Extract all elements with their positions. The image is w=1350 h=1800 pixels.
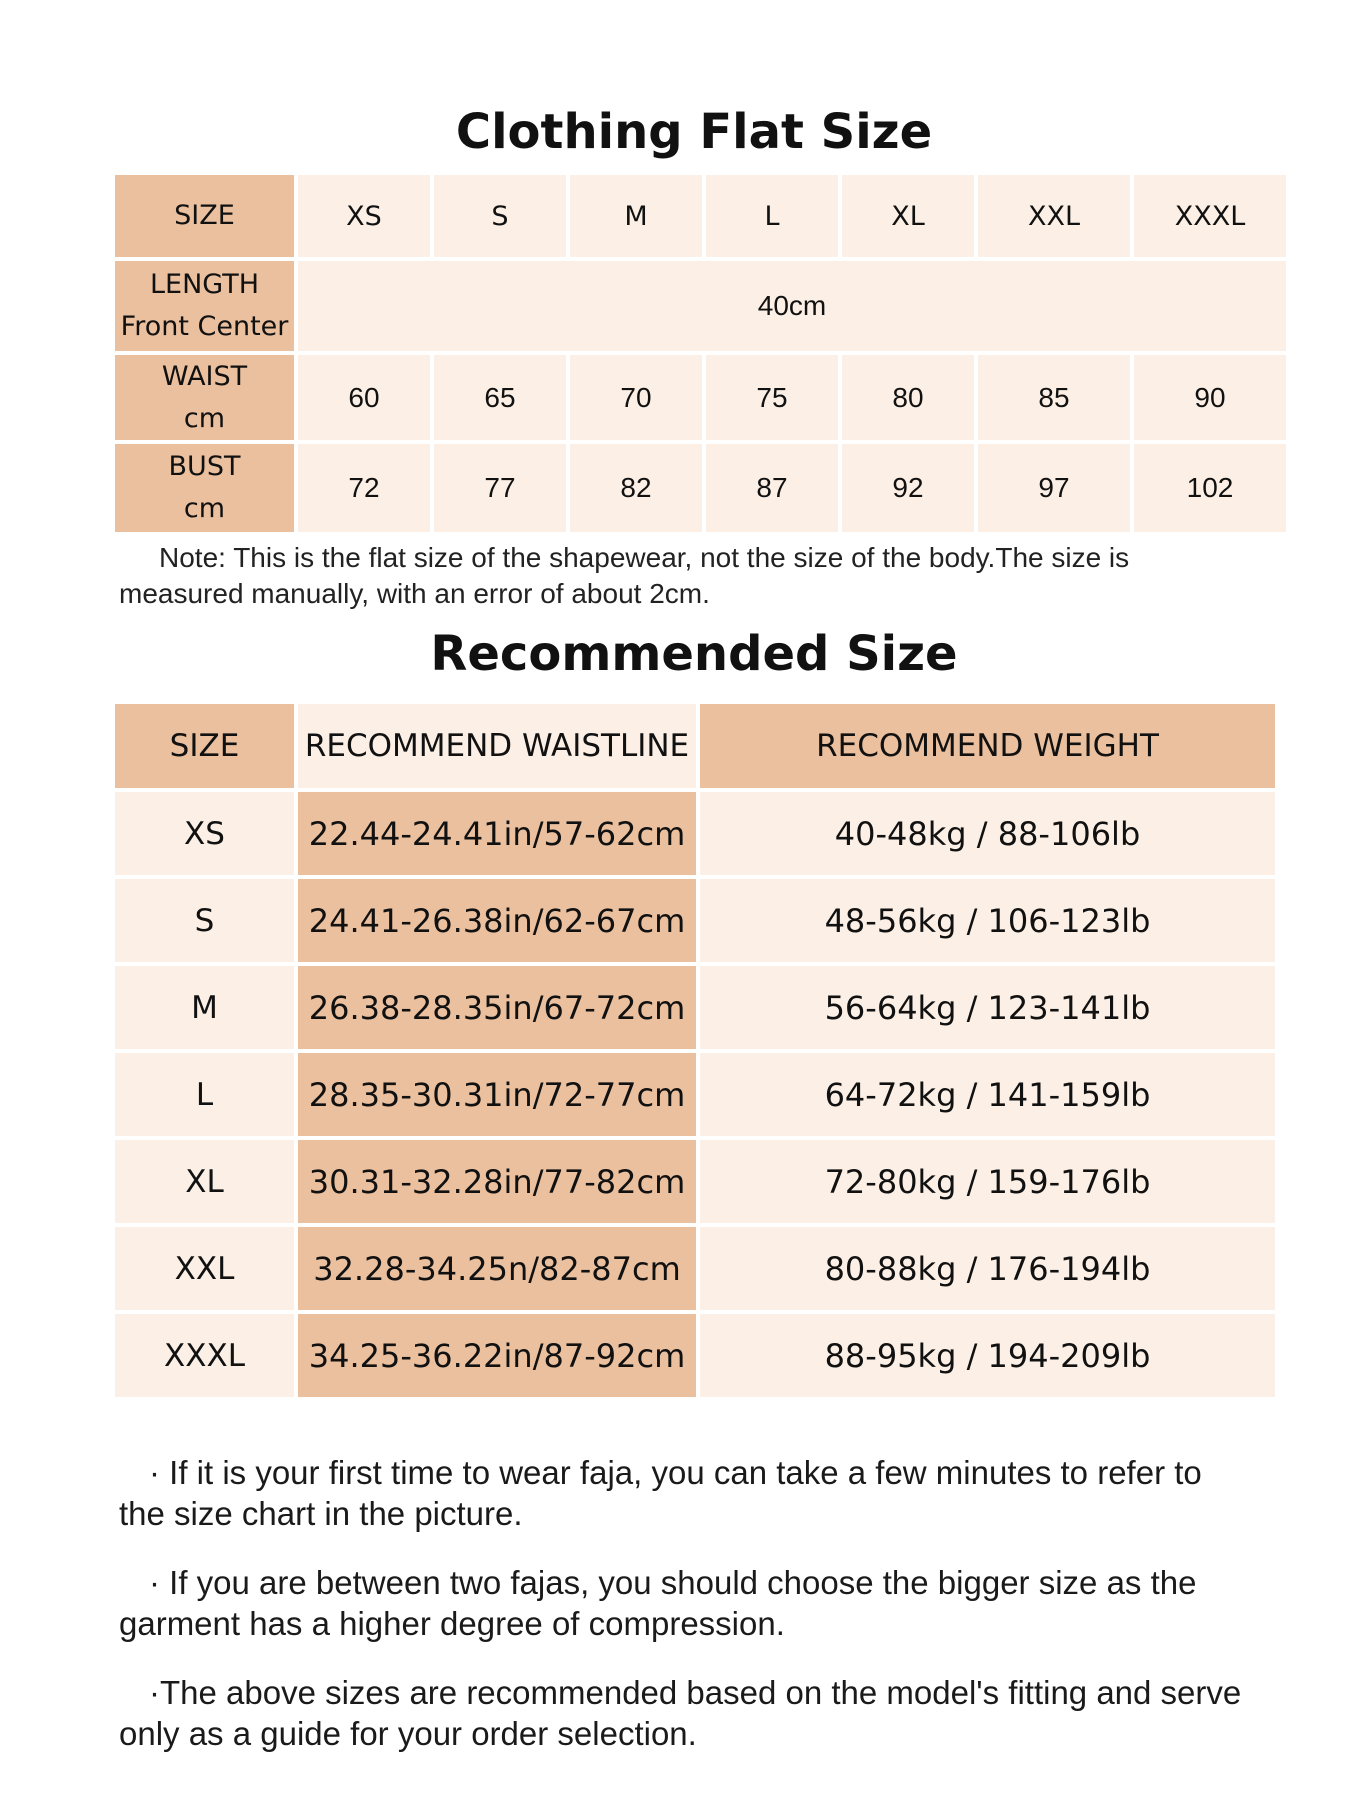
sizing-tips [119,1452,1249,1782]
waist-value-xxxl: 90 [1134,355,1286,440]
rec-weight-cell: 88-95kg / 194-209lb [700,1314,1275,1397]
bust-label-line1: BUST [168,451,241,482]
waist-value-xl: 80 [842,355,974,440]
rec-waistline-cell: 24.41-26.38in/62-67cm [298,879,696,962]
recommended-size-table [111,700,1279,1401]
rec-weight-cell: 80-88kg / 176-194lb [700,1227,1275,1310]
flat-size-header-xl: XL [842,175,974,257]
rec-size-cell: L [115,1053,294,1136]
flat-size-header-s: S [434,175,566,257]
bust-value-xxxl: 102 [1134,444,1286,532]
flat-size-note: Note: This is the flat size of the shapewear, not the size of the body.The size is measured manually, with an error of about 2cm. [119,542,1130,609]
rec-row-xxxl [115,1314,1275,1397]
flat-size-header-xxl: XXL [978,175,1130,257]
length-label-line1: LENGTH [149,269,260,300]
flat-waist-row [115,355,1286,440]
rec-row-xl [115,1140,1275,1223]
bust-value-xl: 92 [842,444,974,532]
rec-weight-cell: 40-48kg / 88-106lb [700,792,1275,875]
flat-size-header-m: M [570,175,702,257]
rec-waistline-cell: 26.38-28.35in/67-72cm [298,966,696,1049]
rec-header-waistline: RECOMMEND WAISTLINE [298,704,696,788]
waist-value-m: 70 [570,355,702,440]
length-label-line2: Front Center [120,311,289,342]
bust-value-m: 82 [570,444,702,532]
rec-size-cell: XXXL [115,1314,294,1397]
waist-label-line2: cm [183,402,226,434]
rec-weight-cell: 48-56kg / 106-123lb [700,879,1275,962]
waist-value-xs: 60 [298,355,430,440]
bust-value-s: 77 [434,444,566,532]
rec-waistline-cell: 34.25-36.22in/87-92cm [298,1314,696,1397]
rec-size-cell: XL [115,1140,294,1223]
rec-header-size: SIZE [115,704,294,788]
waist-value-l: 75 [706,355,838,440]
flat-header-row [115,175,1286,257]
flat-size-header-xs: XS [298,175,430,257]
rec-row-xxl [115,1227,1275,1310]
tip-first-time: · If it is your first time to wear faja, you can take a few minutes to refer to the size chart in the picture. [119,1454,1202,1532]
rec-size-cell: XS [115,792,294,875]
flat-bust-row [115,444,1286,532]
length-label [115,261,294,351]
rec-row-m [115,966,1275,1049]
bust-label [115,444,294,532]
waist-label [115,355,294,440]
flat-size-title: Clothing Flat Size [455,104,933,160]
rec-size-cell: XXL [115,1227,294,1310]
tip-guide-only: ·The above sizes are recommended based on the model's fitting and serve only as a guide for your order selection. [119,1674,1242,1752]
waist-label-line1: WAIST [161,360,248,392]
rec-size-cell: M [115,966,294,1049]
rec-row-xs [115,792,1275,875]
rec-weight-cell: 72-80kg / 159-176lb [700,1140,1275,1223]
recommended-size-title: Recommended Size [430,626,958,682]
waist-value-s: 65 [434,355,566,440]
rec-waistline-cell: 32.28-34.25n/82-87cm [298,1227,696,1310]
waist-value-xxl: 85 [978,355,1130,440]
rec-waistline-cell: 22.44-24.41in/57-62cm [298,792,696,875]
bust-label-line2: cm [183,493,226,524]
flat-size-header-l: L [706,175,838,257]
rec-size-cell: S [115,879,294,962]
rec-row-s [115,879,1275,962]
flat-size-table [111,171,1290,536]
rec-weight-cell: 56-64kg / 123-141lb [700,966,1275,1049]
rec-weight-cell: 64-72kg / 141-159lb [700,1053,1275,1136]
bust-value-xxl: 97 [978,444,1130,532]
rec-waistline-cell: 30.31-32.28in/77-82cm [298,1140,696,1223]
rec-row-l [115,1053,1275,1136]
rec-header-row [115,704,1275,788]
length-value: 40cm [298,261,1286,351]
tip-between-sizes: · If you are between two fajas, you should choose the bigger size as the garment has a higher degree of compression. [119,1564,1197,1642]
bust-value-l: 87 [706,444,838,532]
flat-size-header-label: SIZE [115,175,294,257]
rec-header-weight: RECOMMEND WEIGHT [700,704,1275,788]
bust-value-xs: 72 [298,444,430,532]
rec-waistline-cell: 28.35-30.31in/72-77cm [298,1053,696,1136]
flat-size-header-xxxl: XXXL [1134,175,1286,257]
flat-length-row [115,261,1286,351]
